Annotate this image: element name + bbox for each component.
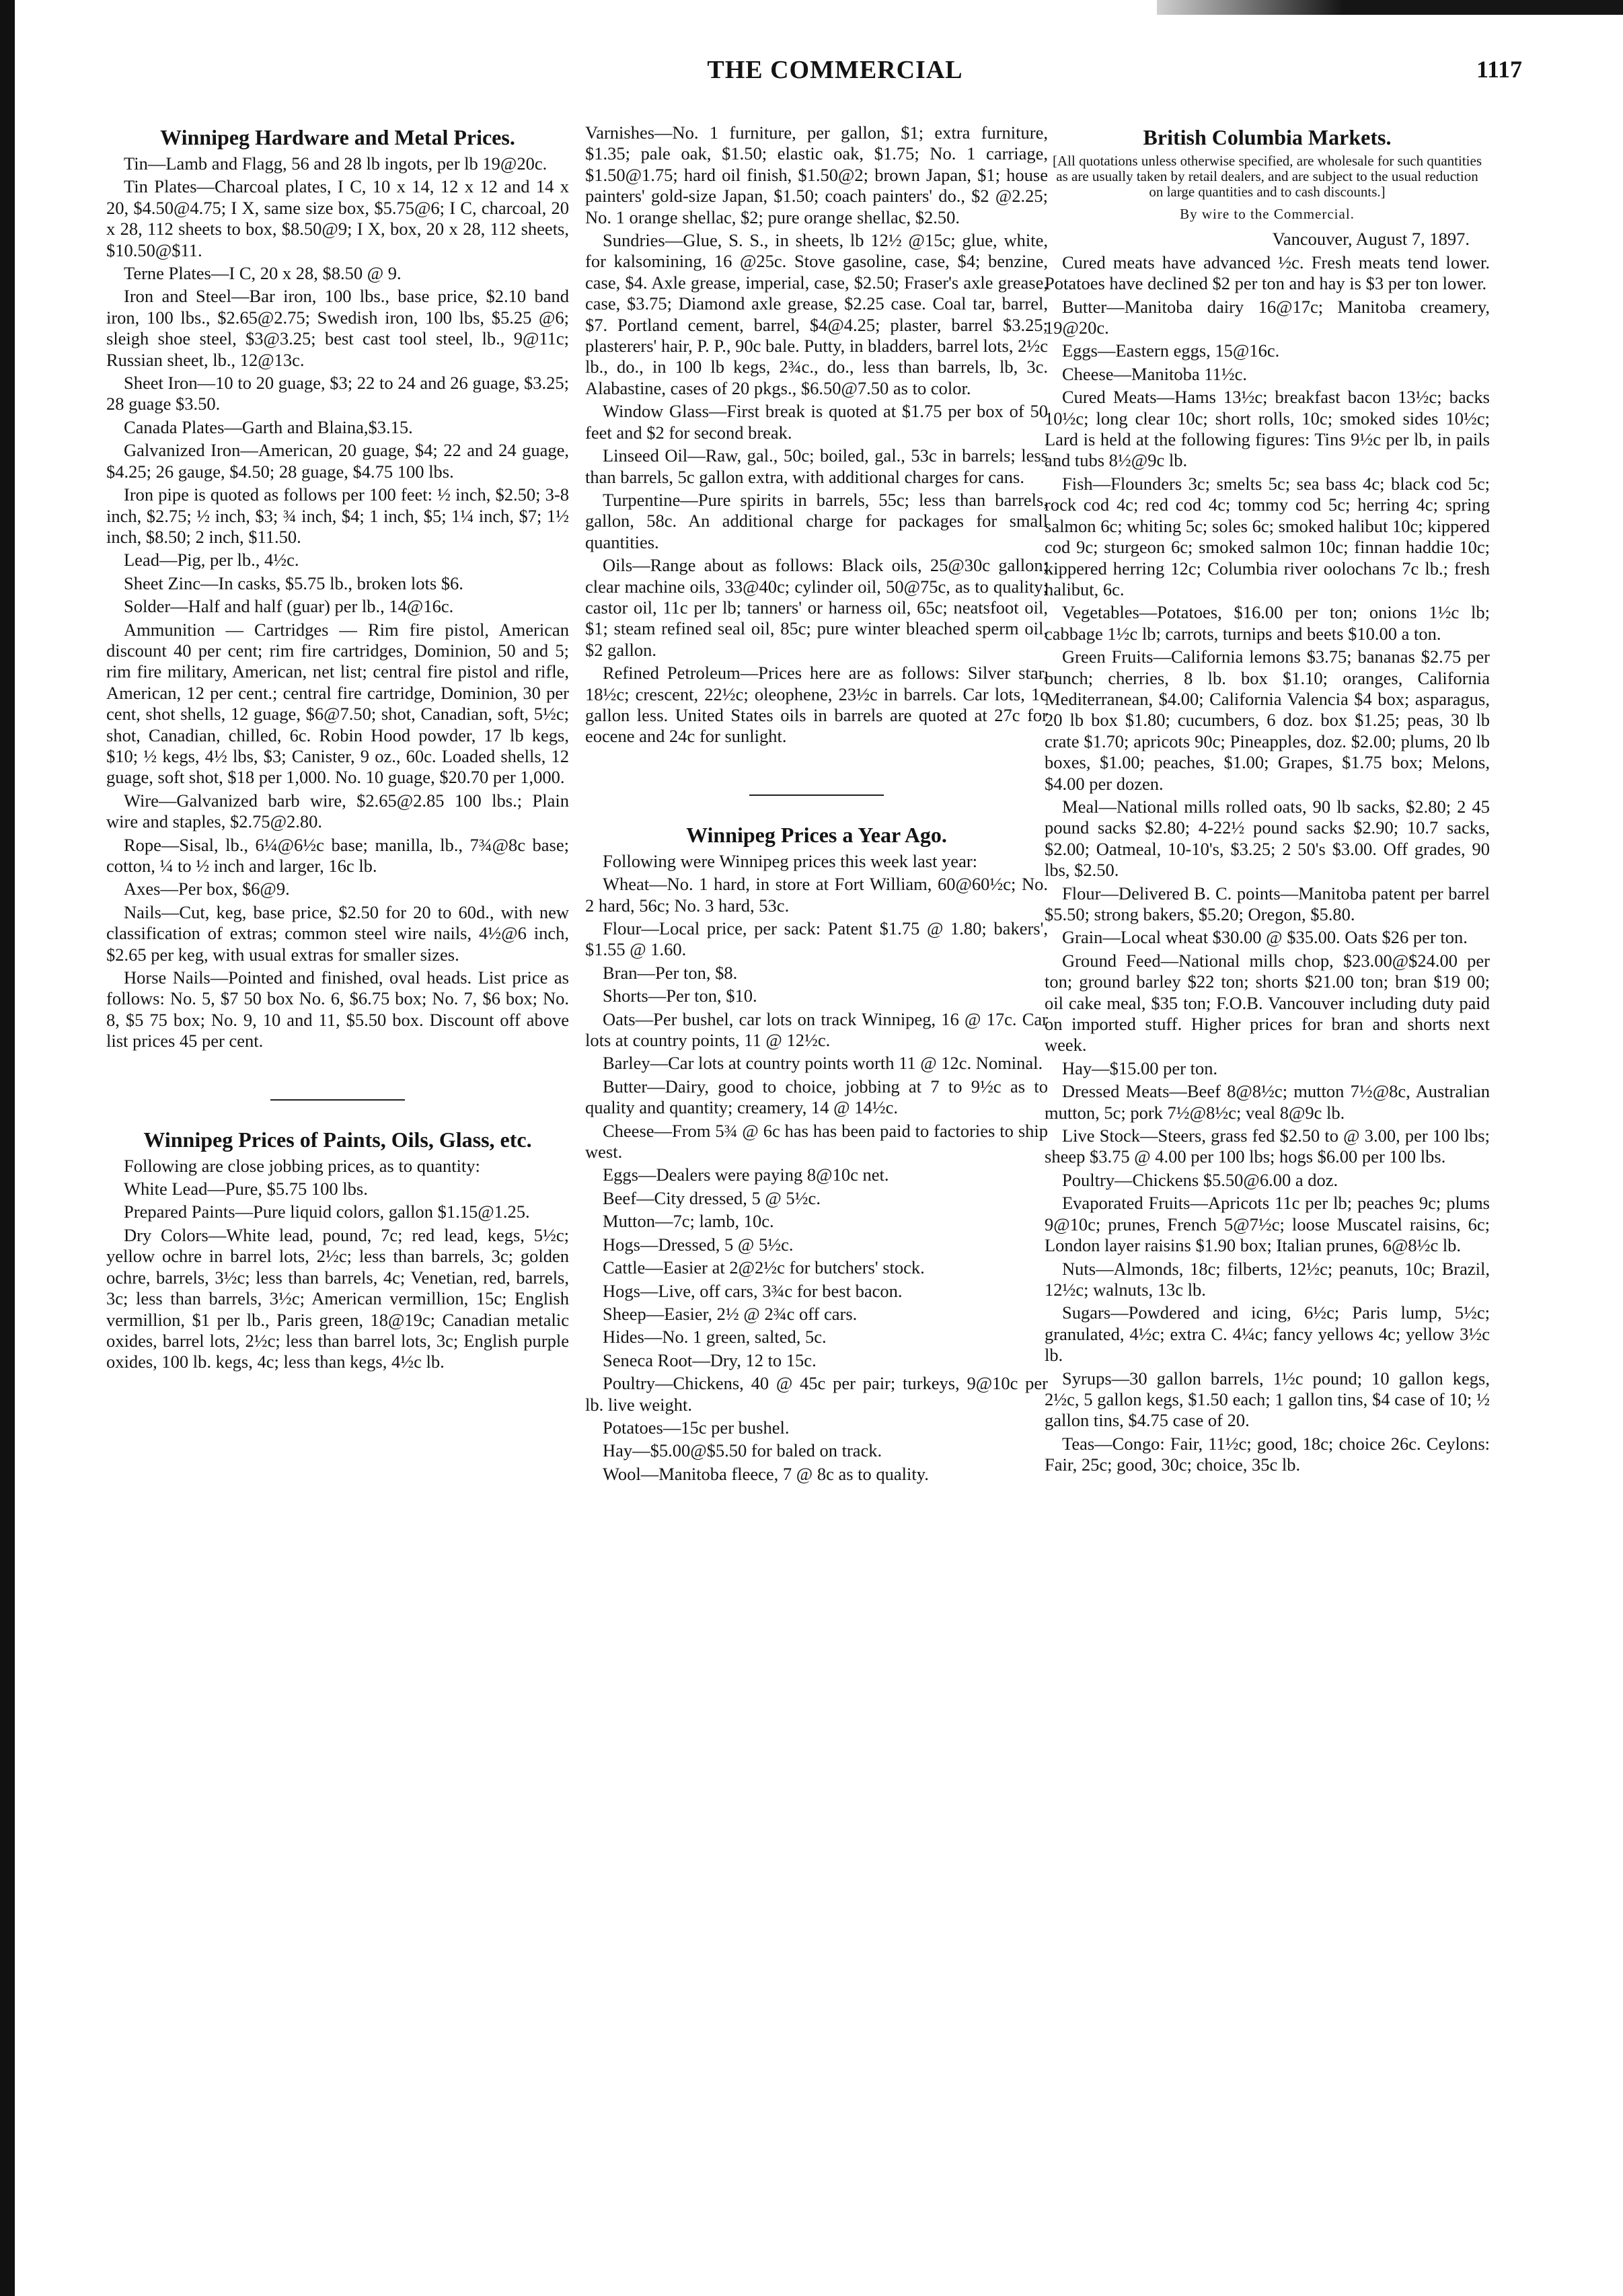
page-top-edge-shadow <box>1157 0 1623 15</box>
section-divider <box>749 794 884 796</box>
paragraph: Canada Plates—Garth and Blaina,$3.15. <box>124 416 413 437</box>
paragraph: Teas—Congo: Fair, 11½c; good, 18c; choice 26c. Ceylons: Fair, 25c; good, 30c; choice, 35c lb. <box>1045 1433 1490 1475</box>
paragraph: Nuts—Almonds, 18c; filberts, 12½c; peanuts, 10c; Brazil, 12½c; walnuts, 13c lb. <box>1045 1258 1490 1300</box>
paragraph: Sheet Zinc—In casks, $5.75 lb., broken lots $6. <box>124 572 463 593</box>
paragraph: Vegetables—Potatoes, $16.00 per ton; onions 1½c lb; cabbage 1½c lb; carrots, turnips and beets $10.00 a ton. <box>1045 602 1490 644</box>
article-paints-oils-glass <box>106 1127 569 1373</box>
paragraph: Cured meats have advanced ½c. Fresh meats tend lower. Potatoes have declined $2 per ton and hay is $3 per ton lower. <box>1045 252 1490 294</box>
paragraph: Mutton—7c; lamb, 10c. <box>603 1211 774 1232</box>
paragraph: Flour—Local price, per sack: Patent $1.75 @ 1.80; bakers', $1.55 @ 1.60. <box>585 918 1048 960</box>
paragraph: Cheese—Manitoba 11½c. <box>1062 363 1247 384</box>
paragraph: Cattle—Easier at 2@2½c for butchers' stock. <box>603 1257 925 1278</box>
paragraph: Eggs—Dealers were paying 8@10c net. <box>603 1164 889 1185</box>
paragraph: Refined Petroleum—Prices here are as follows: Silver star, 18½c; crescent, 22½c; oleophene, 23½c in barrels. Car lots, 1c gallon less. United States oils in barrels are quoted at 27c for eocene and 24c for sunlight. <box>585 663 1048 747</box>
paragraph: Solder—Half and half (guar) per lb., 14@16c. <box>124 596 454 617</box>
article-prices-year-ago <box>585 823 1048 1485</box>
paragraph: Nails—Cut, keg, base price, $2.50 for 20 to 60d., with new classification of extras; common steel wire nails, 4½@6 inch, $2.65 per keg, with usual extras for smaller sizes. <box>106 901 569 965</box>
paragraph: Horse Nails—Pointed and finished, oval heads. List price as follows: No. 5, $7 50 box No. 6, $6.75 box; No. 7, $6 box; No. 8, $5 75 box; No. 9, 10 and 11, $5.50 box. Discount off above list prices 45 per cent. <box>106 967 569 1051</box>
paragraph: Turpentine—Pure spirits in barrels, 55c; less than barrels, gallon, 58c. An additional charge for packages for small quantities. <box>585 489 1048 552</box>
paragraph: Hay—$15.00 per ton. <box>1062 1058 1218 1078</box>
paragraph: Following are close jobbing prices, as to quantity: <box>124 1155 480 1176</box>
article-british-columbia-markets <box>1045 125 1490 1476</box>
wire-credit: By wire to the Commercial. <box>1180 206 1355 222</box>
quotation-note: [All quotations unless otherwise specified, are wholesale for such quantities as are usually taken by retail dealers, and are subject to the usual reduction on large quantities and to cash discounts.] <box>1053 153 1482 200</box>
paragraph: Cheese—From 5¾ @ 6c has has been paid to factories to ship west. <box>585 1120 1048 1162</box>
paragraph: Grain—Local wheat $30.00 @ $35.00. Oats $26 per ton. <box>1062 927 1468 948</box>
paragraph: Barley—Car lots at country points worth 11 @ 12c. Nominal. <box>603 1053 1043 1074</box>
paragraph: Oils—Range about as follows: Black oils, 25@30c gallon; clear machine oils, 33@40c; cylinder oil, 50@75c, as to quality; castor oil, 11c per lb; tanners' or harness oil, 65c; neatsfoot oil, $1; steam refined seal oil, 85c; pure winter bleached sperm oil, $2 gallon. <box>585 555 1048 660</box>
paragraph: Tin Plates—Charcoal plates, I C, 10 x 14, 12 x 12 and 14 x 20, $4.50@4.75; I X, same size box, $5.75@6; I C, charcoal, 20 x 28, 112 sheets to box, $8.50@9; I X, box, 20 x 28, 112 sheets, $10.50@$11. <box>106 176 569 260</box>
paragraph: Linseed Oil—Raw, gal., 50c; boiled, gal., 53c in barrels; less than barrels, 5c gallon extra, with additional charges for cans. <box>585 445 1048 487</box>
article-title: British Columbia Markets. <box>1143 125 1392 149</box>
paragraph: Beef—City dressed, 5 @ 5½c. <box>603 1187 821 1208</box>
paragraph: Hides—No. 1 green, salted, 5c. <box>603 1327 827 1347</box>
paragraph: Live Stock—Steers, grass fed $2.50 to @ 3.00, per 100 lbs; sheep $3.75 @ 4.00 per 100 lbs; hogs $6.00 per 100 lbs. <box>1045 1125 1490 1167</box>
publication-title: THE COMMERCIAL <box>707 56 963 84</box>
paragraph: Sugars—Powdered and icing, 6½c; Paris lump, 5½c; granulated, 4½c; extra C. 4¼c; fancy yellows 4c; yellow 3½c lb. <box>1045 1302 1490 1366</box>
column-middle <box>585 122 1048 1487</box>
paragraph: Cured Meats—Hams 13½c; breakfast bacon 13½c; backs 10½c; long clear 10c; short rolls, 10c; smoked sides 10½c; Lard is held at the following figures: Tins 9½c per lb, in pails and tubs 8½@9c lb. <box>1045 387 1490 471</box>
paragraph: Prepared Paints—Pure liquid colors, gallon $1.15@1.25. <box>124 1201 530 1222</box>
paragraph: Hogs—Live, off cars, 3¾c for best bacon. <box>603 1280 903 1301</box>
article-title: Winnipeg Prices a Year Ago. <box>686 822 947 847</box>
paragraph: Shorts—Per ton, $10. <box>603 986 757 1006</box>
paragraph: Varnishes—No. 1 furniture, per gallon, $1; extra furniture, $1.35; pale oak, $1.50; elastic oak, $1.75; No. 1 carriage, $1.50@1.75; hard oil finish, $1.50@2; brown Japan, $1; house painters' gold-size Japan, $1.50; coach painters' do., $2 @2.25; No. 1 orange shellac, $2; pure orange shellac, $2.50. <box>585 122 1048 227</box>
paragraph: Oats—Per bushel, car lots on track Winnipeg, 16 @ 17c. Car lots at country points, 11 @ 12½c. <box>585 1008 1048 1051</box>
paragraph: Iron and Steel—Bar iron, 100 lbs., base price, $2.10 band iron, 100 lbs., $2.65@2.75; Swedish iron, 100 lbs, $5.25 @6; sleigh shoe steel, $3@3.25; best cast tool steel, lb., 9@11c; Russian sheet, lb., 12@13c. <box>106 286 569 370</box>
paragraph: Green Fruits—California lemons $3.75; bananas $2.75 per bunch; cherries, 8 lb. box $1.10; oranges, California Mediterranean, $4.00; California Valencia $4 box; asparagus, 20 lb box $1.80; cucumbers, 6 doz. box $1.25; peas, 30 lb crate $1.70; apricots 90c; Pineapples, doz. $2.00; plums, 20 lb boxes, $1.00; peaches, $1.00; Grapes, $1.75 box; Melons, $4.00 per dozen. <box>1045 646 1490 794</box>
paragraph: Ammunition — Cartridges — Rim fire pistol, American discount 40 per cent; rim fire cartridges, Dominion, 50 and 5; rim fire military, American, net list; central fire pistol and rifle, American, 12 per cent.; central fire cartridge, Dominion, 30 per cent, shot shells, 12 guage, $6@7.50; shot, Canadian, soft, 5½c; shot, Canadian, chilled, 6c. Robin Hood powder, 17 lb kegs, $10; ½ kegs, 4½ lbs, $3; Canister, 9 oz., 60c. Loaded shells, 12 guage, soft shot, $18 per 1,000. No. 10 guage, $20.70 per 1,000. <box>106 619 569 788</box>
column-right <box>1045 122 1490 1478</box>
paragraph: Wheat—No. 1 hard, in store at Fort William, 60@60½c; No. 2 hard, 56c; No. 3 hard, 53c. <box>585 874 1048 916</box>
column-left <box>106 122 569 1375</box>
paragraph: Galvanized Iron—American, 20 guage, $4; 22 and 24 guage, $4.25; 26 gauge, $4.50; 28 guage, $4.75 100 lbs. <box>106 440 569 482</box>
article-paints-continued <box>585 122 1048 747</box>
paragraph: Rope—Sisal, lb., 6¼@6½c base; manilla, lb., 7¾@8c base; cotton, ¼ to ½ inch and larger, 16c lb. <box>106 834 569 876</box>
paragraph: Hogs—Dressed, 5 @ 5½c. <box>603 1234 794 1255</box>
paragraph: Syrups—30 gallon barrels, 1½c pound; 10 gallon kegs, 2½c, 5 gallon kegs, $1.50 each; 1 gallon tins, $4 case of 10; ½ gallon tins, $4.75 case of 20. <box>1045 1368 1490 1431</box>
paragraph: Bran—Per ton, $8. <box>603 962 738 983</box>
paragraph: Fish—Flounders 3c; smelts 5c; sea bass 4c; black cod 5c; rock cod 4c; red cod 4c; tommy cod 5c; herring 4c; spring salmon 6c; whiting 5c; soles 6c; smoked halibut 10c; kippered cod 9c; sturgeon 6c; smoked salmon 10c; finnan haddie 10c; kippered herring 12c; Columbia river oolochans 7c lb.; fresh halibut, 6c. <box>1045 473 1490 599</box>
paragraph: Poultry—Chickens $5.50@6.00 a doz. <box>1062 1169 1338 1190</box>
paragraph: White Lead—Pure, $5.75 100 lbs. <box>124 1179 368 1199</box>
paragraph: Potatoes—15c per bushel. <box>603 1417 790 1438</box>
dateline: Vancouver, August 7, 1897. <box>1272 229 1470 250</box>
page-header <box>101 55 1569 96</box>
paragraph: Sheep—Easier, 2½ @ 2¾c off cars. <box>603 1303 858 1324</box>
paragraph: Iron pipe is quoted as follows per 100 feet: ½ inch, $2.50; 3-8 inch, $2.75; ½ inch, $3; ¾ inch, $4; 1 inch, $5; 1¼ inch, $7; 1½ inch, $8.50; 2 inch, $11.50. <box>106 484 569 547</box>
paragraph: Butter—Manitoba dairy 16@17c; Manitoba creamery, 19@20c. <box>1045 296 1490 338</box>
article-hardware-metal-prices <box>106 125 569 1052</box>
paragraph: Hay—$5.00@$5.50 for baled on track. <box>603 1440 882 1461</box>
page-number: 1117 <box>1476 56 1522 83</box>
paragraph: Evaporated Fruits—Apricots 11c per lb; peaches 9c; plums 9@10c; prunes, French 5@7½c; loose Muscatel raisins, 6c; London layer raisins $1.90 box; Italian prunes, 6@8½c lb. <box>1045 1193 1490 1256</box>
paragraph: Wire—Galvanized barb wire, $2.65@2.85 100 lbs.; Plain wire and staples, $2.75@2.80. <box>106 790 569 832</box>
article-title: Winnipeg Hardware and Metal Prices. <box>160 125 515 149</box>
paragraph: Following were Winnipeg prices this week last year: <box>603 850 978 871</box>
page-edge-shadow <box>0 0 15 2296</box>
paragraph: Eggs—Eastern eggs, 15@16c. <box>1062 340 1280 361</box>
paragraph: Flour—Delivered B. C. points—Manitoba patent per barrel $5.50; strong bakers, $5.20; Oregon, $5.80. <box>1045 883 1490 924</box>
paragraph: Seneca Root—Dry, 12 to 15c. <box>603 1349 817 1370</box>
paragraph: Butter—Dairy, good to choice, jobbing at 7 to 9½c as to quality and quantity; creamery, 14 @ 14½c. <box>585 1076 1048 1118</box>
paragraph: Tin—Lamb and Flagg, 56 and 28 lb ingots, per lb 19@20c. <box>124 153 548 174</box>
paragraph: Lead—Pig, per lb., 4½c. <box>124 550 299 570</box>
paragraph: Window Glass—First break is quoted at $1.75 per box of 50 feet and $2 for second break. <box>585 401 1048 443</box>
paragraph: Ground Feed—National mills chop, $23.00@$24.00 per ton; ground barley $22 ton; shorts $21.00 ton; bran $19 00; oil cake meal, $35 ton; F.O.B. Vancouver including duty paid on imported stuff. Higher prices for bran and shorts next week. <box>1045 950 1490 1056</box>
paragraph: Sheet Iron—10 to 20 guage, $3; 22 to 24 and 26 guage, $3.25; 28 guage $3.50. <box>106 373 569 414</box>
paragraph: Terne Plates—I C, 20 x 28, $8.50 @ 9. <box>124 263 402 284</box>
paragraph: Axes—Per box, $6@9. <box>124 879 290 899</box>
article-title: Winnipeg Prices of Paints, Oils, Glass, etc. <box>143 1127 532 1152</box>
paragraph: Meal—National mills rolled oats, 90 lb sacks, $2.80; 2 45 pound sacks $2.80; 4-22½ pound sacks $2.90; 10.7 sacks, $2.00; Oatmeal, 10-10's, $3.25; 2 50's $3.00. Off grades, 90 lbs, $2.50. <box>1045 796 1490 881</box>
paragraph: Dry Colors—White lead, pound, 7c; red lead, kegs, 5½c; yellow ochre in barrel lots, 2½c; less than barrels, 3c; golden ochre, barrels, 3½c; less than barrels, 4c; Venetian, red, barrels, 3c; less than barrels, 3½c; American vermillion, 15c; English vermillion, $1 per lb., Paris green, 18@19c; Canadian metalic oxides, barrel lots, 2½c; less than barrel lots, 3c; English purple oxides, 100 lb. kegs, 4c; less than kegs, 4½c lb. <box>106 1224 569 1372</box>
paragraph: Wool—Manitoba fleece, 7 @ 8c as to quality. <box>603 1463 929 1484</box>
paragraph: Poultry—Chickens, 40 @ 45c per pair; turkeys, 9@10c per lb. live weight. <box>585 1373 1048 1415</box>
section-divider <box>270 1099 405 1101</box>
paragraph: Sundries—Glue, S. S., in sheets, lb 12½ @15c; glue, white, for kalsomining, 16 @25c. Stove gasoline, case, $4; benzine, case, $4. Axle grease, imperial, case, $2.50; Fraser's axle grease, case, $3.75; Diamond axle grease, $2.25 case. Coal tar, barrel, $7. Portland cement, barrel, $4@4.25; plaster, barrel $3.25; plasterers' hair, P. P., 90c bale. Putty, in bladders, barrel lots, 2½c lb., do., in 100 lb kegs, 2¾c., do., less than barrels, lb, 3c. Alabastine, cases of 20 pkgs., $6.50@7.50 as to color. <box>585 230 1048 398</box>
paragraph: Dressed Meats—Beef 8@8½c; mutton 7½@8c, Australian mutton, 5c; pork 7½@8½c; veal 8@9c lb. <box>1045 1081 1490 1123</box>
